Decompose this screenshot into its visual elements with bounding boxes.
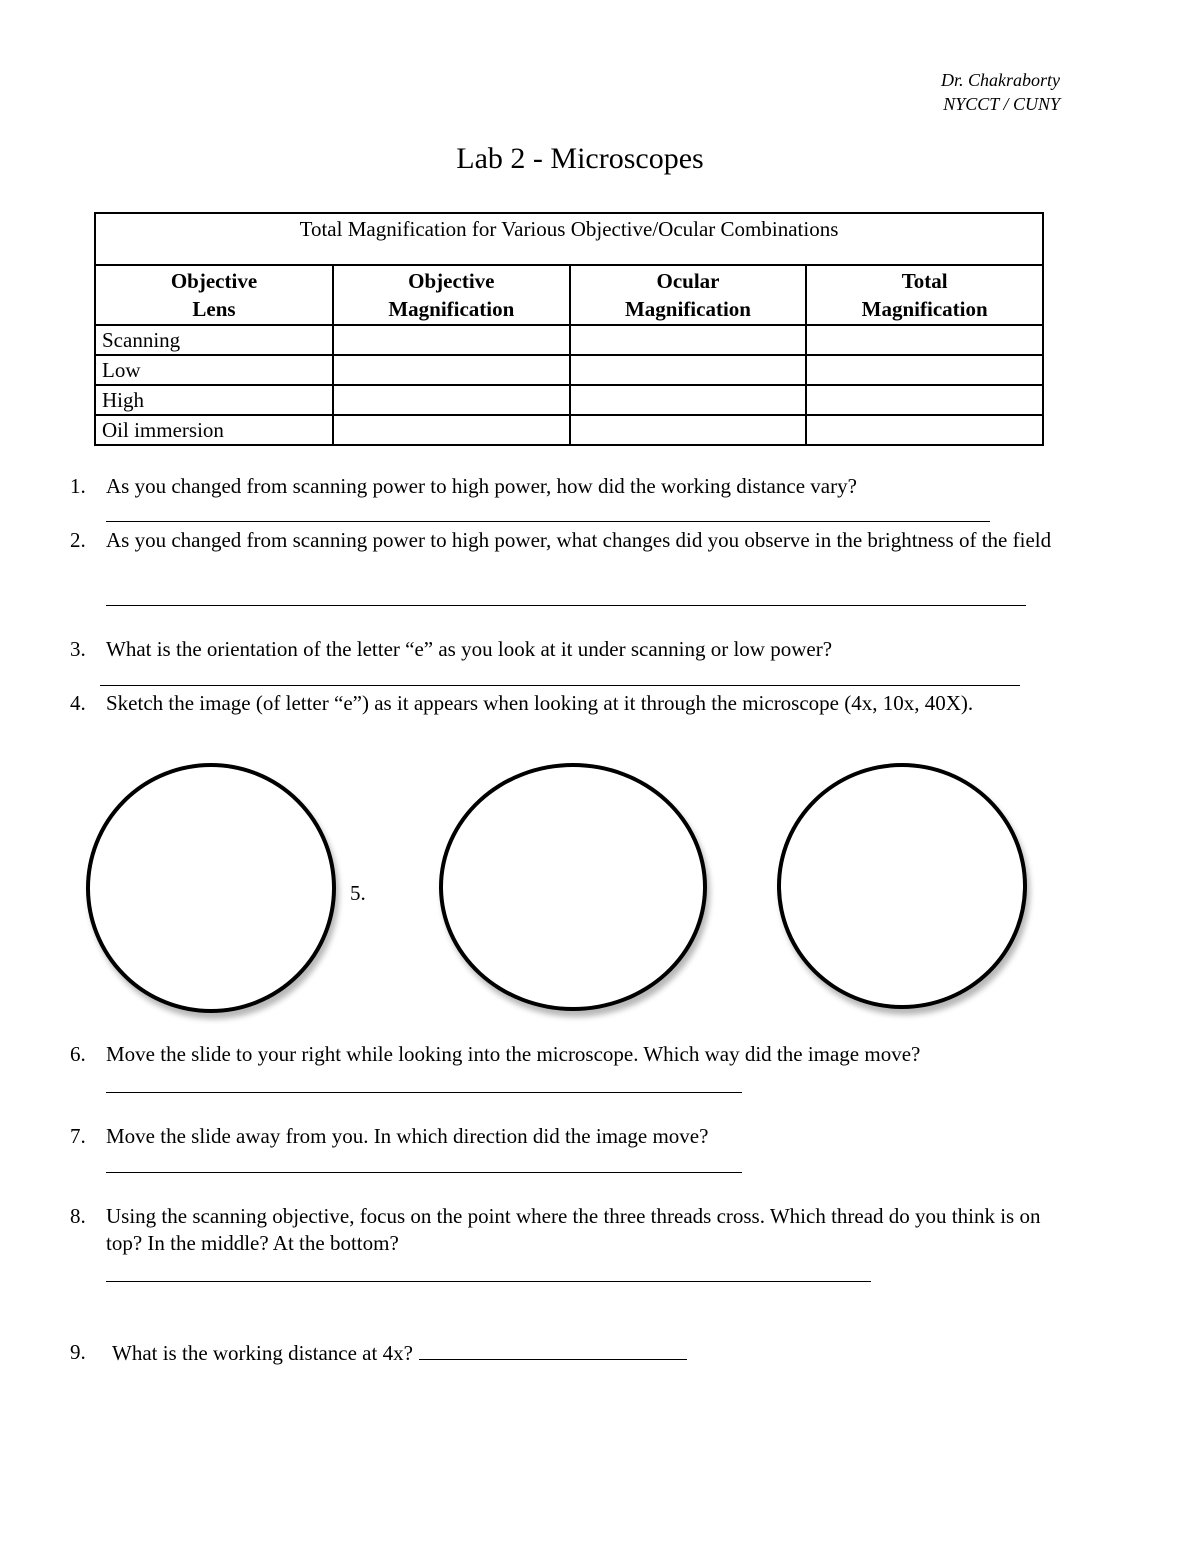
question-6-number: 6.	[70, 1042, 86, 1066]
author-name: Dr. Chakraborty	[940, 70, 1060, 90]
question-7-number: 7.	[70, 1124, 86, 1148]
cell-ocular-magnification[interactable]	[570, 415, 807, 445]
question-2-number: 2.	[70, 528, 86, 552]
question-7-text: Move the slide away from you. In which direction did the image move?	[106, 1124, 709, 1148]
table-row	[95, 325, 1043, 355]
question-5-number: 5.	[350, 881, 366, 905]
cell-ocular-magnification[interactable]	[570, 325, 807, 355]
answer-line-2[interactable]	[106, 605, 1026, 606]
answer-line-6[interactable]	[106, 1092, 742, 1093]
sketch-circle-10x[interactable]	[439, 763, 707, 1011]
row-label-oil-immersion: Oil immersion	[95, 415, 333, 445]
cell-total-magnification[interactable]	[806, 355, 1043, 385]
cell-total-magnification[interactable]	[806, 325, 1043, 355]
table-row	[95, 355, 1043, 385]
answer-line-8[interactable]	[106, 1281, 871, 1282]
cell-total-magnification[interactable]	[806, 385, 1043, 415]
sketch-circle-40x[interactable]	[777, 763, 1027, 1009]
question-9-text: What is the working distance at 4x?	[112, 1341, 413, 1365]
question-1-text: As you changed from scanning power to high power, how did the working distance vary?	[106, 474, 857, 498]
header-total-magnification: Total Magnification	[806, 265, 1043, 325]
answer-line-3[interactable]	[100, 685, 1020, 686]
table-caption-row	[95, 213, 1043, 265]
answer-line-1[interactable]	[106, 521, 990, 522]
header-ocular-magnification: Ocular Magnification	[570, 265, 807, 325]
question-4-number: 4.	[70, 691, 86, 715]
question-1-number: 1.	[70, 474, 86, 498]
table-row	[95, 415, 1043, 445]
cell-total-magnification[interactable]	[806, 415, 1043, 445]
magnification-table	[94, 212, 1044, 446]
question-8-text: Using the scanning objective, focus on the point where the three threads cross. Which thread do you think is on top? In the middle? At the bottom?	[106, 1204, 1041, 1255]
answer-line-9[interactable]	[419, 1339, 687, 1360]
question-9-number: 9.	[70, 1340, 86, 1364]
answer-line-7[interactable]	[106, 1172, 742, 1173]
cell-objective-magnification[interactable]	[333, 385, 570, 415]
page-title: Lab 2 - Microscopes	[456, 142, 704, 175]
row-label-low: Low	[95, 355, 333, 385]
cell-objective-magnification[interactable]	[333, 355, 570, 385]
question-9-row	[112, 1339, 687, 1367]
question-2-text: As you changed from scanning power to high power, what changes did you observe in the brightness of the field	[106, 528, 1052, 552]
question-3-number: 3.	[70, 637, 86, 661]
row-label-scanning: Scanning	[95, 325, 333, 355]
question-3-text: What is the orientation of the letter “e” as you look at it under scanning or low power?	[106, 637, 833, 661]
cell-objective-magnification[interactable]	[333, 325, 570, 355]
cell-ocular-magnification[interactable]	[570, 385, 807, 415]
question-4-text: Sketch the image (of letter “e”) as it appears when looking at it through the microscope (4x, 10x, 40X).	[106, 691, 974, 715]
institution-name: NYCCT / CUNY	[943, 94, 1060, 114]
sketch-circle-4x[interactable]	[86, 763, 336, 1013]
table-caption: Total Magnification for Various Objective/Ocular Combinations	[95, 213, 1043, 265]
table-row	[95, 385, 1043, 415]
header-objective-magnification: Objective Magnification	[333, 265, 570, 325]
header-objective-lens: Objective Lens	[95, 265, 333, 325]
row-label-high: High	[95, 385, 333, 415]
question-8-number: 8.	[70, 1204, 86, 1228]
cell-ocular-magnification[interactable]	[570, 355, 807, 385]
question-6-text: Move the slide to your right while looking into the microscope. Which way did the image move?	[106, 1042, 921, 1066]
cell-objective-magnification[interactable]	[333, 415, 570, 445]
table-header-row	[95, 265, 1043, 325]
